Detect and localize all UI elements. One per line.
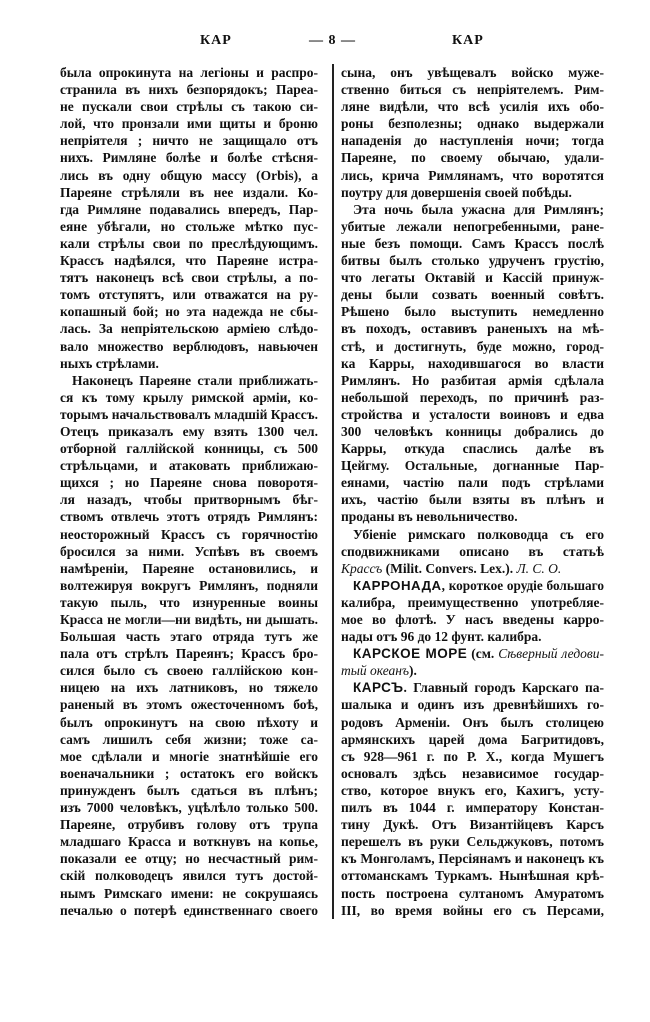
text-line: Наконецъ Пареяне стали приближать- xyxy=(72,372,318,388)
text-line: небольшой переходъ, по причинѣ раз- xyxy=(341,389,604,405)
text-line: лись, крича Римлянамъ, что воротятся xyxy=(341,167,604,183)
text-line: младшаго Красса и воткнувъ на копье, xyxy=(60,834,318,850)
text-line: былъ опрокинутъ на свою пѣхоту и xyxy=(60,714,318,730)
text-line: родовъ Арменіи. Онъ былъ столицею xyxy=(341,714,604,730)
text-line: 300 человѣкъ конницы добрались до xyxy=(341,423,604,439)
text-line: нападенія до наступленія ночи; тогда xyxy=(341,133,604,149)
page-number: — 8 — xyxy=(309,33,356,48)
text-line xyxy=(341,645,604,662)
text-line: нымъ Римскаго имени: не сокрушаясь xyxy=(60,885,318,901)
text-line: кали стрѣлы свои по преслѣдующимъ. xyxy=(60,235,318,251)
text-line: убитые лежали непогребенными, ране- xyxy=(341,218,604,234)
text-line: Отецъ приказалъ ему взять 1300 чел. xyxy=(60,423,318,439)
text-line: тину Дукѣ. Отъ Византійцевъ Карсъ xyxy=(341,817,604,833)
text-line: лой, что пронзали ими щиты и броню xyxy=(60,116,318,132)
text-line: бросился за ними. Успѣвъ въ своемъ xyxy=(60,543,318,559)
text-line: ляне видѣли, что всѣ усилія ихъ обо- xyxy=(341,99,604,115)
text-line: дены были созвать военный совѣтъ. xyxy=(341,287,604,303)
text-line: военачальники ; остатокъ его войскъ xyxy=(60,765,318,781)
text-line: Римлянъ. Но разбитая армія сдѣлала xyxy=(341,372,604,388)
text-line: гда Римляне подавались впередъ, Пар- xyxy=(60,201,318,217)
text-segment: (Milit. Convers. Lex.). xyxy=(382,560,517,576)
text-line: къ Монголамъ, Персіянамъ и наконецъ къ xyxy=(341,851,604,867)
text-line: Пареяне, отрубивъ голову отъ трупа xyxy=(60,817,318,833)
text-line: оттоманскамъ Туркамъ. Нынѣшная крѣ- xyxy=(341,868,604,884)
running-head-right: КАР xyxy=(452,33,484,48)
text-line: неосторожный Крассъ съ горячностію xyxy=(60,526,318,542)
text-line: принужденъ былъ сдаться въ плѣнъ; xyxy=(60,782,318,798)
text-line: Большая часть этаго отряда тутъ же xyxy=(60,629,318,645)
text-line: ствомъ отвлечь этотъ отрядъ Римлянъ: xyxy=(60,509,318,525)
text-line: такую пыль, что изнуренные воины xyxy=(60,594,318,610)
text-line xyxy=(341,679,604,696)
text-line: стрѣльцами, и атаковать приближаю- xyxy=(60,458,318,474)
text-line: Убіеніе римскаго полководца съ его xyxy=(353,526,604,542)
text-line: съ 928—961 г. по Р. Х., когда Мушегъ xyxy=(341,748,604,764)
italic-text: Л. С. О. xyxy=(516,560,562,576)
italic-text: Крассъ xyxy=(341,560,383,576)
text-line: ныхъ стрѣлами. xyxy=(60,355,159,371)
text-line: еяне убѣгали, но стольже мѣтко пус- xyxy=(60,218,318,234)
text-line: пилъ въ 1044 г. императору Констан- xyxy=(341,800,604,816)
text-line: скій полководецъ явился тутъ достой- xyxy=(60,868,318,884)
text-line: ство, которое внукъ его, Кахигъ, усту- xyxy=(341,782,604,798)
text-line: отборной галлійской конницы, съ 500 xyxy=(60,441,318,457)
text-line: печалью о потерѣ единственнаго своего xyxy=(60,902,318,918)
text-line: Рѣшено было выступить немедленно xyxy=(341,304,604,320)
text-line: ные безъ помощи. Самъ Крассъ послѣ xyxy=(341,235,604,251)
text-line: щихся ; но Пареяне снова поворотя- xyxy=(60,475,318,491)
text-line: Карры, откуда спаслись далѣе въ xyxy=(341,441,604,457)
text-line: нады отъ 96 до 12 фунт. калибра. xyxy=(341,629,542,645)
text-line: Цейгму. Остальные, догнанные Пар- xyxy=(341,458,604,474)
text-line: армянскихъ царей дома Багритидовъ, xyxy=(341,731,604,747)
text-line: ственно биться съ непріятелемъ. Рим- xyxy=(341,82,604,98)
running-head-left: КАР xyxy=(200,33,232,48)
text-line: ихъ, частію были взяты въ плѣнъ и xyxy=(341,492,604,508)
text-line: проданы въ невольничество. xyxy=(341,509,518,525)
text-line: пала отъ стрѣлъ Пареянъ; Крассъ бро- xyxy=(60,646,318,662)
right-text-column xyxy=(341,64,604,919)
text-segment: . Главный городъ Карскаго па- xyxy=(403,680,604,696)
text-line: поутру для довершенія своей побѣды. xyxy=(341,184,572,200)
text-line: калибра, преимущественно употребляе- xyxy=(341,594,604,610)
text-line: стѣ, и достигнуть, буде можно, город- xyxy=(341,338,604,354)
text-line: Пареяне, по своему обычаю, удали- xyxy=(341,150,604,166)
text-line: битвы былъ столько удрученъ грустію, xyxy=(341,253,604,269)
text-line: раненый въ этомъ ожесточенномъ боѣ, xyxy=(60,697,318,713)
text-line: что легаты Октавій и Кассій принуж- xyxy=(341,270,604,286)
text-line: ся къ тому крылу римской арміи, ко- xyxy=(60,389,318,405)
text-line: изъ 7000 человѣкъ, уцѣлѣло только 500. xyxy=(60,800,318,816)
text-line: ля назадъ, чтобы притворнымъ бѣг- xyxy=(60,492,318,508)
column-divider xyxy=(332,64,334,919)
text-line: перешелъ въ руки Сельджуковъ, потомъ xyxy=(341,834,604,850)
text-line: томъ отступятъ, или отважатся на ру- xyxy=(60,287,318,303)
text-line: мое сдѣлали и многіе знатнѣйшіе его xyxy=(60,748,318,764)
text-line: сына, онъ увѣщевалъ войско муже- xyxy=(341,65,604,80)
entry-headword: КАРСЪ xyxy=(353,680,404,696)
text-segment: (см. xyxy=(467,646,499,662)
left-text-column xyxy=(60,64,318,919)
text-line: самъ лишилъ себя жизни; тоже са- xyxy=(60,731,318,747)
text-line: тятъ наконецъ всѣ свои стрѣлы, а по- xyxy=(60,270,318,286)
text-line: стройства и усталости воиновъ и едва xyxy=(341,406,604,422)
text-line: намѣреніи, Пареяне остановились, и xyxy=(60,560,318,576)
text-line xyxy=(341,662,604,679)
text-line: роны безполезны; однако выдержали xyxy=(341,116,604,132)
text-line: пость построена султаномъ Амуратомъ xyxy=(341,885,604,901)
text-line: копашный бой; но эта надежда не сбы- xyxy=(60,304,318,320)
text-line: лась. За непріятельскою арміею слѣдо- xyxy=(60,321,318,337)
text-segment: , короткое орудіе большаго xyxy=(441,577,604,593)
text-line: сился было съ своею галлійскою кон- xyxy=(60,663,318,679)
text-line: показали ее отцу; но несчастный рим- xyxy=(60,851,318,867)
text-line: ницею на ихъ латниковъ, но тяжело xyxy=(60,680,318,696)
text-line: еянами, частію пали подъ стрѣлами xyxy=(341,475,604,491)
text-line: волтежируя вокругъ Римлянъ, подняли xyxy=(60,577,318,593)
text-line: вало множество верблюдовъ, навьючен xyxy=(60,338,318,354)
text-line: основалъ здѣсь независимое государ- xyxy=(341,765,604,781)
text-segment: ). xyxy=(409,663,417,679)
text-line: была опрокинута на легіоны и распро- xyxy=(60,65,318,80)
entry-headword: КАРСКОЕ МОРЕ xyxy=(353,646,468,662)
text-line: сподвижниками описано въ статьѣ xyxy=(341,543,604,559)
text-line: ка Карры, находившагося во власти xyxy=(341,355,604,371)
text-line: странила въ нихъ безпорядокъ; Пареа- xyxy=(60,82,318,98)
text-line: въ походъ, оставивъ раненыхъ на мѣ- xyxy=(341,321,604,337)
italic-text: тый океанъ xyxy=(341,663,410,679)
text-line: торымъ начальствовалъ младшій Крассъ. xyxy=(60,406,319,422)
italic-text: Сѣверный ледови- xyxy=(498,646,604,662)
text-line xyxy=(341,560,604,577)
entry-headword: КАРРОНАДА xyxy=(353,577,442,593)
text-line: нихъ. Римляне болѣе и болѣе стѣсня- xyxy=(60,150,318,166)
text-line: шалыка и одинъ изъ древнѣйшихъ го- xyxy=(341,697,604,713)
text-line: не пускали свои стрѣлы съ такою си- xyxy=(60,99,318,115)
text-line: мое во флотѣ. У насъ введены карро- xyxy=(341,612,604,627)
text-line: III, во время войны его съ Персами, xyxy=(341,902,604,918)
text-line: Эта ночь была ужасна для Римлянъ; xyxy=(353,201,604,217)
text-line: Красса не могли—ни видѣть, ни дышать. xyxy=(60,612,318,627)
text-line: лись въ одну общую массу (Orbis), а xyxy=(60,167,318,183)
text-line: Крассъ надѣялся, что Пареяне истра- xyxy=(60,253,318,269)
text-line: Пареяне стрѣляли въ нее издали. Ко- xyxy=(60,184,318,200)
text-line xyxy=(341,577,604,594)
text-line: непріятеля ; ничто не защищало отъ xyxy=(60,133,318,149)
